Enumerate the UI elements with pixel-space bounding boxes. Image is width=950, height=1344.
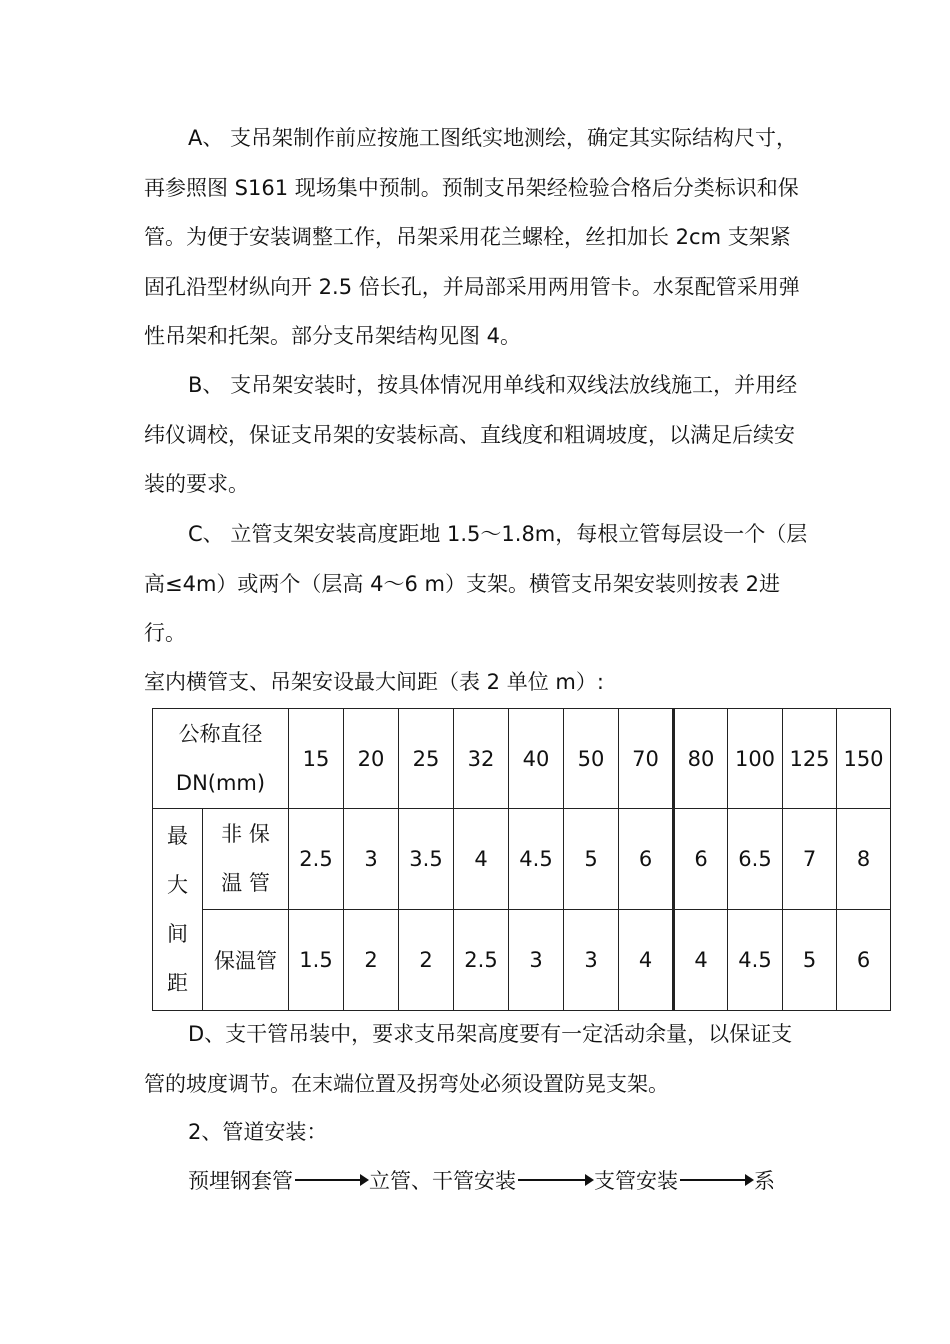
- diameter-cell: 100: [728, 709, 783, 809]
- table-cell: 4: [674, 910, 728, 1011]
- table-cell: 6: [837, 910, 891, 1011]
- table-cell: 2: [344, 910, 399, 1011]
- section-2-heading: 2、管道安装：: [188, 1120, 328, 1144]
- diameter-cell: 25: [399, 709, 454, 809]
- uninsulated-label-line1: 非 保: [221, 822, 270, 846]
- group-label-char: 距: [167, 970, 188, 995]
- table-cell: 6.5: [728, 809, 783, 910]
- table-cell: 3: [344, 809, 399, 910]
- flow-step: 立管、干管安装: [369, 1169, 516, 1193]
- table-cell: 4.5: [509, 809, 564, 910]
- diameter-header-line2: DN(mm): [175, 770, 266, 795]
- table-cell: 2: [399, 910, 454, 1011]
- group-label-char: 大: [167, 872, 188, 897]
- table-cell: 5: [564, 809, 619, 910]
- table-cell: 4.5: [728, 910, 783, 1011]
- diameter-cell: 125: [783, 709, 837, 809]
- diameter-cell: 20: [344, 709, 399, 809]
- diameter-cell: 150: [837, 709, 891, 809]
- diameter-cell: 32: [454, 709, 509, 809]
- uninsulated-label-line2: 温 管: [221, 871, 270, 895]
- table-cell: 7: [783, 809, 837, 910]
- table-cell: 3.5: [399, 809, 454, 910]
- flow-step: 支管安装: [594, 1169, 678, 1193]
- flow-step: 系: [754, 1169, 775, 1193]
- arrow-right-icon: [680, 1179, 752, 1181]
- table-cell: 2.5: [454, 910, 509, 1011]
- table-cell: 5: [783, 910, 837, 1011]
- table-caption: 室内横管支、吊架安设最大间距（表 2 单位 m）:: [144, 670, 604, 694]
- table-cell: 3: [564, 910, 619, 1011]
- diameter-cell: 15: [289, 709, 344, 809]
- table-header-row: [153, 709, 891, 809]
- table-cell: 6: [619, 809, 674, 910]
- diameter-cell: 50: [564, 709, 619, 809]
- max-spacing-group-label: [153, 809, 203, 1011]
- diameter-header-cell: [153, 709, 289, 809]
- table-cell: 6: [674, 809, 728, 910]
- diameter-cell: 40: [509, 709, 564, 809]
- uninsulated-label-cell: [203, 809, 289, 910]
- paragraph-b: B、 支吊架安装时，按具体情况用单线和双线法放线施工，并用经纬仪调校，保证支吊架的安装标高、直线度和粗调坡度，以满足后续安装的要求。: [144, 373, 798, 496]
- diameter-cell: 70: [619, 709, 674, 809]
- arrow-right-icon: [295, 1179, 367, 1181]
- table-row-insulated: [153, 910, 891, 1011]
- table-row-uninsulated: [153, 809, 891, 910]
- arrow-right-icon: [518, 1179, 592, 1181]
- support-spacing-table: [152, 708, 891, 1011]
- diameter-cell: 80: [674, 709, 728, 809]
- table-cell: 4: [619, 910, 674, 1011]
- flow-step: 预埋钢套管: [188, 1169, 293, 1193]
- group-label-char: 最: [167, 823, 188, 848]
- table-cell: 3: [509, 910, 564, 1011]
- installation-flow: [188, 1158, 775, 1202]
- paragraph-d: D、支干管吊装中，要求支吊架高度要有一定活动余量，以保证支管的坡度调节。在末端位置及拐弯处必须设置防晃支架。: [144, 1022, 793, 1096]
- diameter-header-line1: 公称直径: [178, 721, 263, 746]
- group-label-char: 间: [167, 921, 188, 946]
- table-cell: 8: [837, 809, 891, 910]
- table-cell: 4: [454, 809, 509, 910]
- insulated-label-cell: 保温管: [203, 910, 289, 1011]
- table-cell: 1.5: [289, 910, 344, 1011]
- paragraph-a: A、 支吊架制作前应按施工图纸实地测绘，确定其实际结构尺寸，再参照图 S161 现场集中预制。预制支吊架经检验合格后分类标识和保管。为便于安装调整工作，吊架采用花兰螺栓，丝扣加长 2cm 支架紧固孔沿型材纵向开 2.5 倍长孔，并局部采用两用管卡。水泵配管采用弹性吊架和托架。部分支吊架结构见图 4。: [144, 126, 800, 348]
- paragraph-c: C、 立管支架安装高度距地 1.5～1.8m，每根立管每层设一个（层高≤4m）或两个（层高 4～6 m）支架。横管支吊架安装则按表 2进行。: [144, 522, 808, 645]
- table-cell: 2.5: [289, 809, 344, 910]
